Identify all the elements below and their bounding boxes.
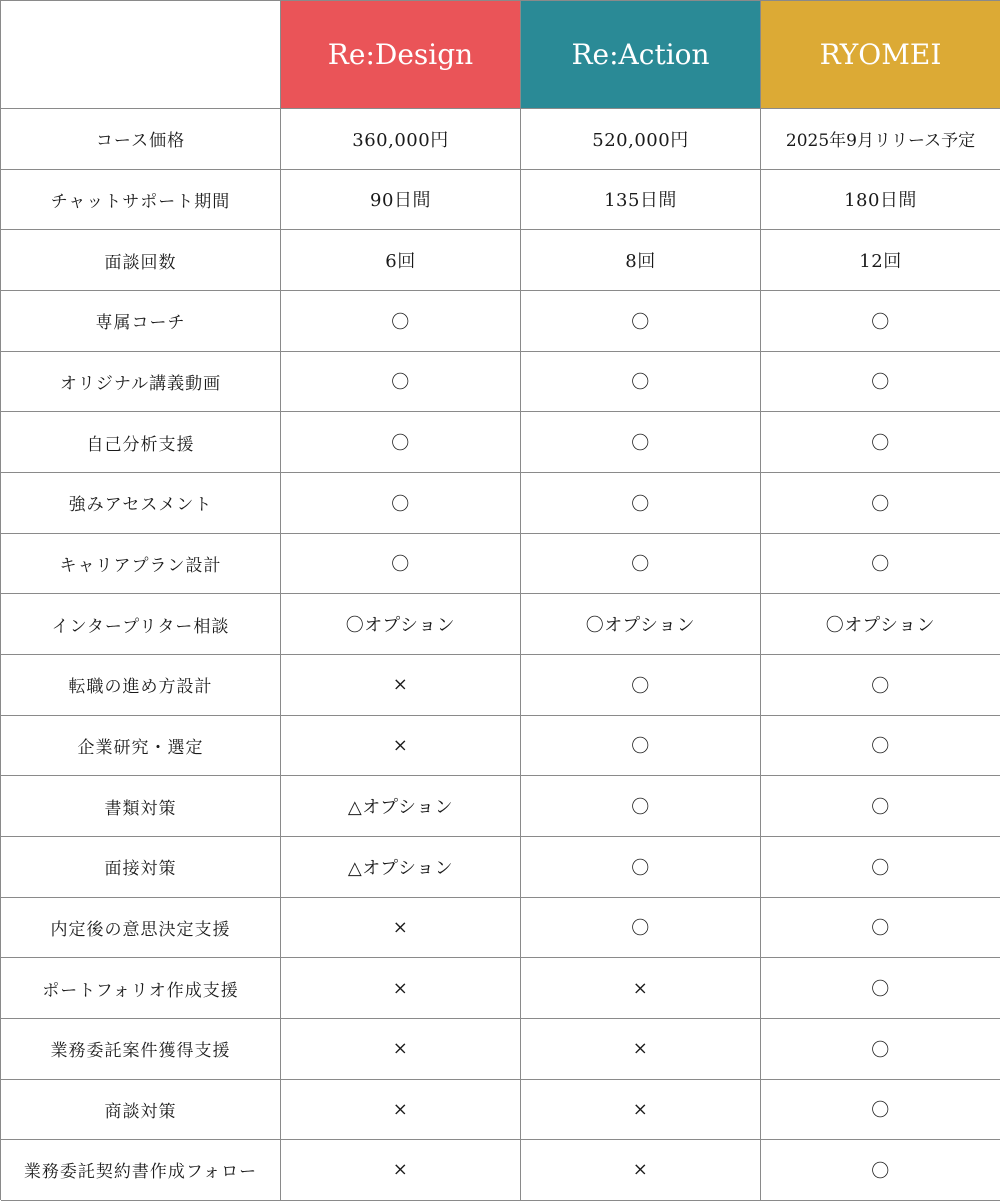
value-cell-reaction: 〇 [521,534,761,595]
value-cell-redesign: 〇 [281,534,521,595]
value-cell-reaction: 〇 [521,716,761,777]
value-cell-ryomei: 〇 [761,1019,1000,1080]
value-cell-redesign: × [281,958,521,1019]
feature-label: 商談対策 [1,1080,281,1141]
value-cell-reaction: × [521,1080,761,1141]
value-cell-redesign: 6回 [281,230,521,291]
value-cell-redesign: 〇 [281,473,521,534]
value-cell-ryomei: 〇 [761,1140,1000,1201]
value-cell-redesign: × [281,1140,521,1201]
value-cell-ryomei: 〇 [761,534,1000,595]
value-cell-ryomei: 〇 [761,473,1000,534]
value-cell-ryomei: 〇 [761,291,1000,352]
value-cell-redesign: 〇 [281,412,521,473]
value-cell-redesign: 〇 [281,291,521,352]
value-cell-redesign: 90日間 [281,170,521,231]
value-cell-reaction: 〇 [521,837,761,898]
value-cell-redesign: 〇 [281,352,521,413]
value-cell-ryomei: 〇 [761,412,1000,473]
value-cell-redesign: × [281,1019,521,1080]
feature-label: 強みアセスメント [1,473,281,534]
value-cell-redesign: × [281,716,521,777]
feature-label: コース価格 [1,109,281,170]
feature-label: 書類対策 [1,776,281,837]
feature-label: オリジナル講義動画 [1,352,281,413]
value-cell-ryomei: 〇 [761,898,1000,959]
value-cell-reaction: 〇 [521,655,761,716]
feature-label: 面接対策 [1,837,281,898]
feature-label: 業務委託契約書作成フォロー [1,1140,281,1201]
value-cell-ryomei: 〇 [761,655,1000,716]
plan-header-reaction: Re:Action [521,1,761,109]
feature-label: 企業研究・選定 [1,716,281,777]
feature-label: 内定後の意思決定支援 [1,898,281,959]
value-cell-ryomei: 2025年9月リリース予定 [761,109,1000,170]
value-cell-ryomei: 〇 [761,837,1000,898]
feature-label: 専属コーチ [1,291,281,352]
value-cell-reaction: × [521,1140,761,1201]
feature-label: チャットサポート期間 [1,170,281,231]
value-cell-redesign: △オプション [281,837,521,898]
value-cell-reaction: 〇 [521,291,761,352]
feature-label: ポートフォリオ作成支援 [1,958,281,1019]
value-cell-redesign: × [281,655,521,716]
value-cell-redesign: △オプション [281,776,521,837]
value-cell-ryomei: 〇 [761,716,1000,777]
value-cell-reaction: 8回 [521,230,761,291]
feature-label: 転職の進め方設計 [1,655,281,716]
value-cell-redesign: 360,000円 [281,109,521,170]
value-cell-redesign: × [281,1080,521,1141]
value-cell-ryomei: 180日間 [761,170,1000,231]
value-cell-reaction: × [521,1019,761,1080]
feature-label: 自己分析支援 [1,412,281,473]
value-cell-reaction: 520,000円 [521,109,761,170]
header-corner-cell [1,1,281,109]
value-cell-reaction: 〇 [521,898,761,959]
value-cell-reaction: 〇オプション [521,594,761,655]
value-cell-redesign: 〇オプション [281,594,521,655]
plan-header-ryomei: RYOMEI [761,1,1000,109]
value-cell-ryomei: 〇 [761,958,1000,1019]
value-cell-reaction: 〇 [521,473,761,534]
feature-label: 面談回数 [1,230,281,291]
feature-label: キャリアプラン設計 [1,534,281,595]
value-cell-ryomei: 〇 [761,352,1000,413]
value-cell-redesign: × [281,898,521,959]
feature-label: 業務委託案件獲得支援 [1,1019,281,1080]
value-cell-reaction: 135日間 [521,170,761,231]
value-cell-reaction: 〇 [521,776,761,837]
feature-label: インタープリター相談 [1,594,281,655]
plan-header-redesign: Re:Design [281,1,521,109]
value-cell-ryomei: 〇 [761,1080,1000,1141]
value-cell-reaction: × [521,958,761,1019]
value-cell-reaction: 〇 [521,412,761,473]
value-cell-reaction: 〇 [521,352,761,413]
value-cell-ryomei: 〇オプション [761,594,1000,655]
value-cell-ryomei: 12回 [761,230,1000,291]
value-cell-ryomei: 〇 [761,776,1000,837]
